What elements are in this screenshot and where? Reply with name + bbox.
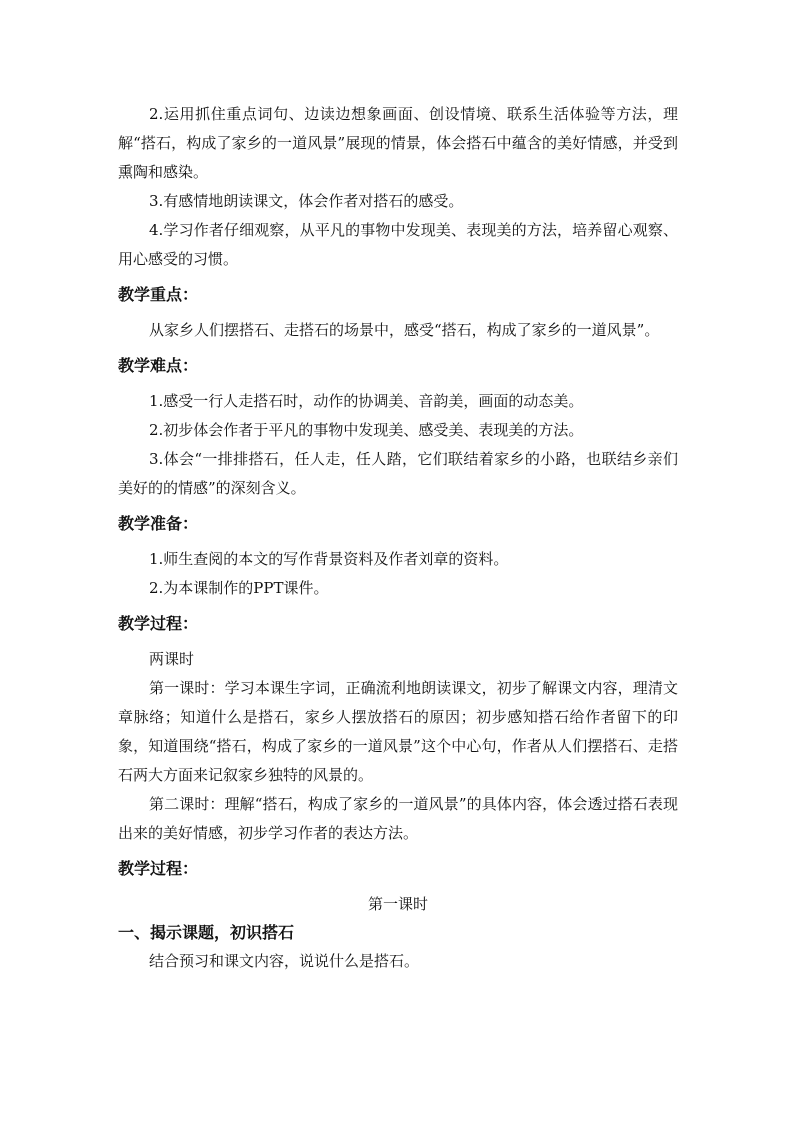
key-points-heading: 教学重点：: [118, 285, 199, 304]
difficulty-3: 3.体会“一排排搭石，任人走，任人踏，它们联结着家乡的小路，也联结乡亲们美好的的情感”的深刻含义。: [118, 450, 678, 497]
section-title: 一、揭示课题，初识搭石: [118, 923, 295, 942]
document-body: [118, 100, 678, 976]
lesson-title: 第一课时: [367, 895, 428, 913]
preparation-heading: 教学准备：: [118, 514, 199, 533]
objective-4: 4.学习作者仔细观察，从平凡的事物中发现美、表现美的方法，培养留心观察、用心感受的习惯。: [118, 221, 678, 268]
process-heading-1: 教学过程：: [118, 614, 199, 633]
preparation-1: 1.师生查阅的本文的写作背景资料及作者刘章的资料。: [149, 550, 509, 568]
difficulty-1: 1.感受一行人走搭石时，动作的协调美、音韵美，画面的动态美。: [149, 392, 584, 410]
difficulty-2: 2.初步体会作者于平凡的事物中发现美、感受美、表现美的方法。: [149, 421, 584, 439]
objective-2: 2.运用抓住重点词句、边读边想象画面、创设情境、联系生活体验等方法，理解“搭石，构成了家乡的一道风景”展现的情景，体会搭石中蕴含的美好情感，并受到熏陶和感染。: [118, 105, 678, 181]
lesson-1-summary: 第一课时：学习本课生字词，正确流利地朗读课文，初步了解课文内容，理清文章脉络；知道什么是搭石，家乡人摆放搭石的原因；初步感知搭石给作者留下的印象，知道围绕“搭石，构成了家乡的一道风景”这个中心句，作者从人们摆搭石、走搭石两大方面来记叙家乡独特的风景的。: [118, 679, 678, 784]
section-text: 结合预习和课文内容，说说什么是搭石。: [149, 952, 420, 970]
key-points-text: 从家乡人们摆搭石、走搭石的场景中，感受“搭石，构成了家乡的一道风景”。: [149, 321, 660, 339]
preparation-2: 2.为本课制作的PPT课件。: [149, 579, 329, 597]
difficulties-heading: 教学难点：: [118, 356, 199, 375]
lesson-count: 两课时: [149, 650, 195, 668]
process-heading-2: 教学过程：: [118, 859, 199, 878]
lesson-2-summary: 第二课时：理解“搭石，构成了家乡的一道风景”的具体内容，体会透过搭石表现出来的美好情感，初步学习作者的表达方法。: [118, 795, 678, 842]
objective-3: 3.有感情地朗读课文，体会作者对搭石的感受。: [149, 192, 464, 210]
